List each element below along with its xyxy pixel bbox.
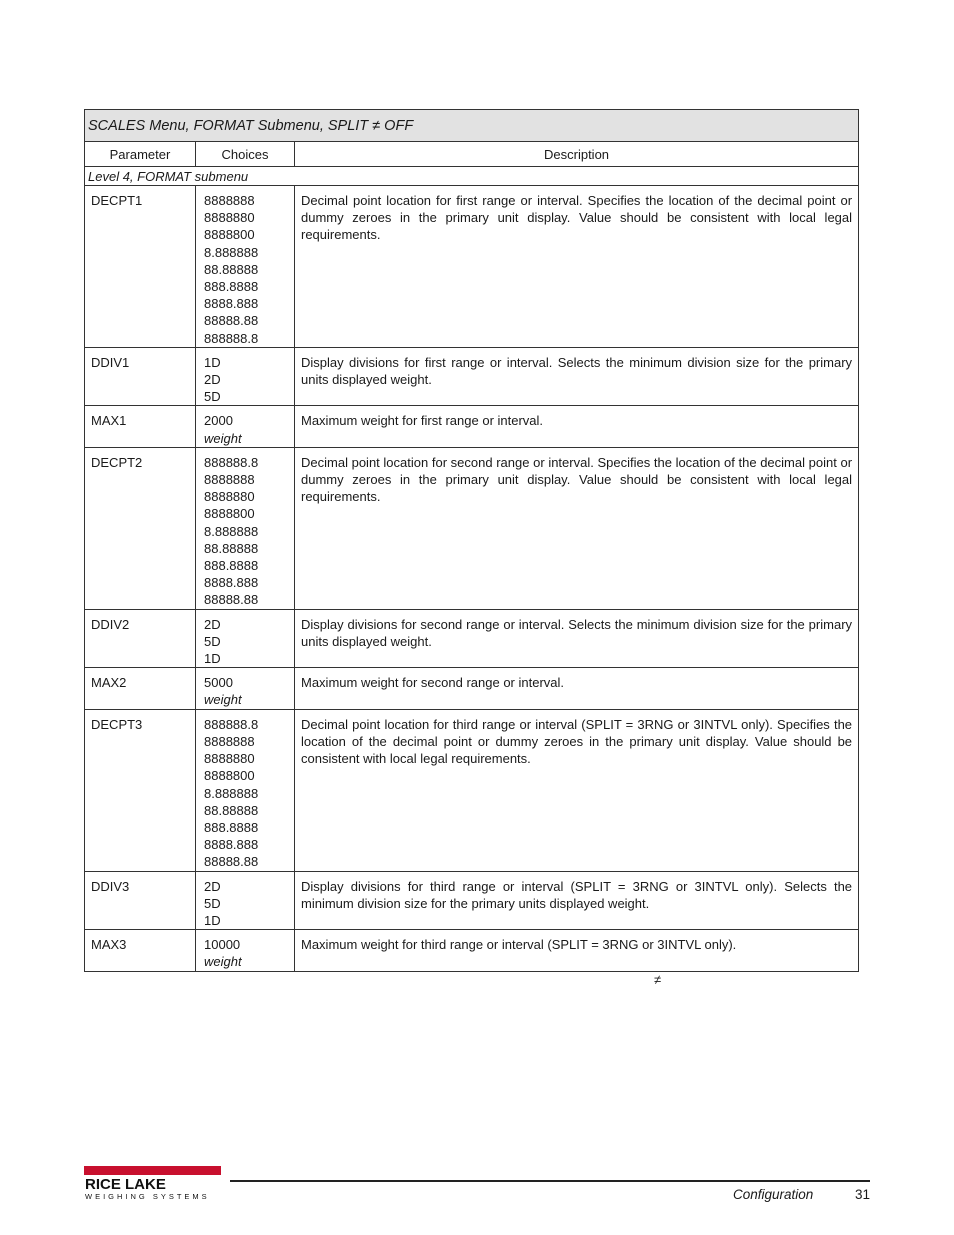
choice-value: 8888880 xyxy=(204,489,255,505)
choices-cell xyxy=(196,609,295,668)
choices-cell xyxy=(196,709,295,871)
table-row xyxy=(85,186,859,348)
choices-cell xyxy=(196,347,295,406)
parameter-cell: DECPT2 xyxy=(85,447,196,609)
description-cell: Decimal point location for second range or interval. Specifies the location of the decimal point or dummy zeroes in the primary unit display. Value should be consistent with local legal requirements. xyxy=(295,447,859,609)
parameter-cell: DDIV3 xyxy=(85,871,196,930)
choice-value: 1D xyxy=(204,912,221,928)
format-submenu-table xyxy=(84,109,859,972)
table-row xyxy=(85,447,859,609)
choice-value: 8888.888 xyxy=(204,296,259,312)
table-row xyxy=(85,347,859,406)
choice-value: 5D xyxy=(204,389,221,405)
choices-cell xyxy=(196,447,295,609)
description-cell: Decimal point location for third range or interval (SPLIT = 3RNG or 3INTVL only). Specifies the location of the decimal point or dummy zeroes in the primary unit display. Value should be consistent with local legal requirements. xyxy=(295,709,859,871)
choices-cell xyxy=(196,186,295,348)
choice-value: 8.888888 xyxy=(204,523,259,539)
description-cell: Display divisions for third range or interval (SPLIT = 3RNG or 3INTVL only). Selects the minimum division size for the primary units displayed weight. xyxy=(295,871,859,930)
rice-lake-logo xyxy=(84,1166,224,1202)
table-row xyxy=(85,871,859,930)
choice-value: weight xyxy=(204,430,242,446)
table-row xyxy=(85,930,859,971)
choice-value: 888.8888 xyxy=(204,819,259,835)
header-choices: Choices xyxy=(196,142,295,167)
choice-value: 8888880 xyxy=(204,210,255,226)
table-row xyxy=(85,709,859,871)
choice-value: 1D xyxy=(204,354,221,370)
choice-value: 88.88888 xyxy=(204,261,259,277)
logo-bottom-text: WEIGHING SYSTEMS xyxy=(85,1192,210,1201)
parameter-cell: DECPT3 xyxy=(85,709,196,871)
choices-cell xyxy=(196,668,295,709)
table-body xyxy=(85,186,859,972)
choice-value: 2D xyxy=(204,616,221,632)
parameter-cell: DDIV1 xyxy=(85,347,196,406)
choice-value: 8888800 xyxy=(204,227,255,243)
description-cell: Maximum weight for third range or interval (SPLIT = 3RNG or 3INTVL only). xyxy=(295,930,859,971)
choice-value: 8888888 xyxy=(204,193,255,208)
choice-value: 2000 xyxy=(204,413,233,429)
choice-value: 5000 xyxy=(204,675,233,691)
choices-cell xyxy=(196,406,295,447)
choice-value: 88.88888 xyxy=(204,540,259,556)
table-row xyxy=(85,609,859,668)
header-parameter: Parameter xyxy=(85,142,196,167)
choice-value: 888888.8 xyxy=(204,716,259,732)
choices-cell xyxy=(196,871,295,930)
description-cell: Display divisions for first range or interval. Selects the minimum division size for the primary units displayed weight. xyxy=(295,347,859,406)
description-cell: Maximum weight for second range or interval. xyxy=(295,668,859,709)
table-row xyxy=(85,668,859,709)
choice-value: 888888.8 xyxy=(204,454,259,470)
description-cell: Maximum weight for first range or interval. xyxy=(295,406,859,447)
description-cell: Display divisions for second range or interval. Selects the minimum division size for the primary units displayed weight. xyxy=(295,609,859,668)
choice-value: 8888888 xyxy=(204,733,255,749)
choice-value: 888888.8 xyxy=(204,330,259,346)
parameter-cell: DECPT1 xyxy=(85,186,196,348)
choice-value: 8888800 xyxy=(204,768,255,784)
choice-value: 2D xyxy=(204,372,221,388)
choice-value: 2D xyxy=(204,878,221,894)
choice-value: weight xyxy=(204,692,242,708)
choice-value: 8.888888 xyxy=(204,244,259,260)
choice-value: 10000 xyxy=(204,937,241,953)
parameter-cell: MAX3 xyxy=(85,930,196,971)
choice-value: 8888.888 xyxy=(204,575,259,591)
choice-value: 8888888 xyxy=(204,472,255,488)
header-description: Description xyxy=(295,142,859,167)
parameter-cell: MAX2 xyxy=(85,668,196,709)
choice-value: 8.888888 xyxy=(204,785,259,801)
description-cell: Decimal point location for first range or interval. Specifies the location of the decimal point or dummy zeroes in the primary unit display. Value should be consistent with local legal requirements. xyxy=(295,186,859,348)
choice-value: 5D xyxy=(204,633,221,649)
choice-value: 5D xyxy=(204,895,221,911)
parameter-cell: MAX1 xyxy=(85,406,196,447)
choice-value: 8888800 xyxy=(204,506,255,522)
table-row xyxy=(85,406,859,447)
choice-value: 88.88888 xyxy=(204,802,259,818)
choice-value: 1D xyxy=(204,651,221,667)
footer-section-name: Configuration xyxy=(733,1187,814,1202)
choice-value: 8888880 xyxy=(204,751,255,767)
choice-value: 8888.888 xyxy=(204,837,259,853)
choice-value: weight xyxy=(204,954,242,970)
logo-top-text: RICE LAKE xyxy=(85,1176,166,1193)
table-title: SCALES Menu, FORMAT Submenu, SPLIT ≠ OFF xyxy=(85,110,859,142)
choice-value: 888.8888 xyxy=(204,558,259,574)
choice-value: 88888.88 xyxy=(204,854,259,870)
level-label: Level 4, FORMAT submenu xyxy=(85,167,859,186)
stray-symbol: ≠ xyxy=(654,972,662,987)
footer-rule xyxy=(230,1180,870,1182)
page-number: 31 xyxy=(855,1187,871,1202)
parameter-cell: DDIV2 xyxy=(85,609,196,668)
choices-cell xyxy=(196,930,295,971)
choice-value: 88888.88 xyxy=(204,592,259,608)
choice-value: 888.8888 xyxy=(204,279,259,295)
choice-value: 88888.88 xyxy=(204,313,259,329)
